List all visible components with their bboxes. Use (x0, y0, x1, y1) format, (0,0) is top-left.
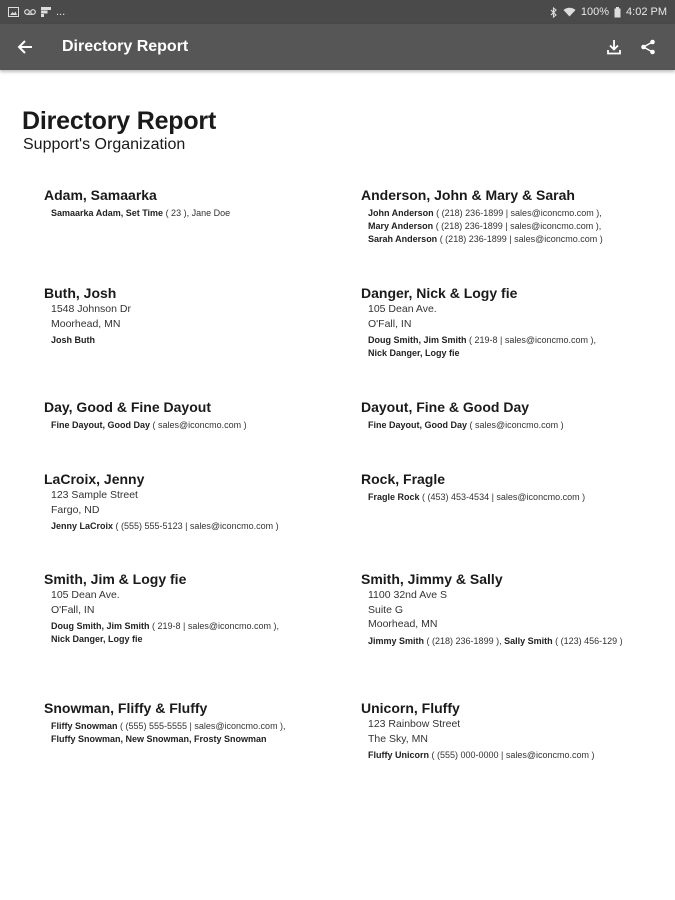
report-title: Directory Report (22, 107, 217, 135)
contact-names: Mary Anderson (368, 221, 434, 231)
entry-name: Smith, Jimmy & Sally (361, 571, 503, 587)
contact-info: ( (218) 236-1899 ), (424, 635, 505, 646)
entry-contacts (368, 334, 651, 360)
contact-line (51, 420, 247, 430)
download-icon (606, 39, 622, 55)
contact-names: Fliffy Snowman (51, 721, 118, 731)
address-line: Suite G (368, 603, 404, 616)
address-line: Moorhead, MN (368, 618, 438, 630)
contact-names: John Anderson (368, 208, 434, 218)
contact-line (51, 335, 95, 345)
report-document (0, 70, 675, 760)
directory-entry (44, 699, 334, 746)
image-notification-icon (8, 7, 19, 17)
download-button[interactable] (599, 32, 629, 62)
contact-info: ( 23 ), Jane Doe (163, 208, 231, 218)
entry-name: Dayout, Fine & Good Day (361, 399, 530, 415)
directory-entry (44, 570, 334, 646)
contact-names: Doug Smith, Jim Smith (368, 335, 467, 345)
contact-line (51, 521, 279, 531)
contact-line (51, 208, 230, 218)
address-line: O'Fall, IN (368, 317, 412, 330)
wifi-icon (563, 7, 576, 17)
address-line: 1548 Johnson Dr (51, 303, 131, 315)
contact-info: ( (453) 453-4534 | sales@iconcmo.com ) (419, 492, 586, 502)
report-subtitle: Support's Organization (23, 136, 186, 153)
status-bar (0, 0, 675, 24)
entry-address (368, 588, 651, 632)
contact-names: Fluffy Snowman, New Snowman, Frosty Snowman (51, 734, 267, 744)
entry-contacts (51, 720, 334, 746)
contact-line (51, 721, 286, 731)
contact-info: ( (218) 236-1899 | sales@iconcmo.com ) (437, 234, 603, 244)
address-line: The Sky, MN (368, 732, 428, 745)
directory-entry (361, 398, 651, 432)
contact-names: Jenny LaCroix (51, 521, 114, 531)
contact-info: ( (555) 555-5555 | sales@iconcmo.com ), (117, 721, 286, 731)
contact-line (368, 234, 603, 244)
contact-line (368, 335, 596, 345)
contact-line (504, 636, 623, 646)
contact-names: Fine Dayout, Good Day (368, 420, 468, 430)
share-button[interactable] (633, 32, 663, 62)
contact-line (51, 634, 143, 644)
directory-entry (44, 398, 334, 432)
contact-names: Josh Buth (51, 335, 95, 345)
entry-address (368, 717, 651, 746)
clock: 4:02 PM (626, 6, 667, 18)
entry-name: Danger, Nick & Logy fie (361, 285, 518, 301)
entry-address (51, 488, 334, 517)
contact-names: Nick Danger, Logy fie (51, 634, 143, 644)
entry-contacts (368, 207, 651, 246)
contact-info: ( (218) 236-1899 | sales@iconcmo.com ), (433, 208, 602, 218)
entry-name: Smith, Jim & Logy fie (44, 571, 187, 587)
back-button[interactable] (10, 32, 40, 62)
address-line: Moorhead, MN (51, 317, 121, 330)
entry-name: Unicorn, Fluffy (361, 700, 460, 716)
contact-info: ( (218) 236-1899 | sales@iconcmo.com ), (433, 221, 602, 231)
app-bar-title: Directory Report (62, 38, 189, 55)
directory-entry (44, 470, 334, 533)
contact-names: Fluffy Unicorn (368, 750, 429, 760)
directory-entry (44, 284, 334, 347)
entry-contacts (368, 491, 651, 504)
address-line: 105 Dean Ave. (51, 589, 120, 601)
address-line: 123 Rainbow Street (368, 718, 461, 730)
contact-names: Doug Smith, Jim Smith (51, 621, 150, 631)
directory-entry (361, 470, 651, 504)
entry-name: LaCroix, Jenny (44, 471, 145, 487)
contact-names: Sarah Anderson (368, 234, 438, 244)
directory-entry (361, 186, 651, 246)
contact-names: Samaarka Adam, Set Time (51, 208, 164, 218)
entry-name: Buth, Josh (44, 285, 117, 301)
contact-line (368, 636, 504, 646)
contact-names: Sally Smith (504, 635, 553, 646)
entry-contacts (368, 635, 651, 648)
contact-info: ( sales@iconcmo.com ) (150, 420, 247, 430)
entry-contacts (51, 207, 334, 220)
contact-line (368, 420, 564, 430)
contact-info: ( (555) 000-0000 | sales@iconcmo.com ) (429, 750, 595, 760)
entry-name: Adam, Samaarka (44, 187, 157, 203)
entry-address (51, 302, 334, 331)
app-bar (0, 24, 675, 70)
flipboard-icon (41, 7, 51, 17)
contact-names: Jimmy Smith (368, 635, 425, 646)
share-icon (640, 39, 656, 55)
entry-name: Anderson, John & Mary & Sarah (361, 187, 575, 203)
contact-line (368, 492, 585, 502)
more-notifications-indicator: ... (56, 6, 66, 18)
contact-line (368, 750, 595, 760)
directory-entry (44, 186, 334, 220)
directory-entry (361, 570, 651, 648)
entry-address (368, 302, 651, 331)
status-bar-notifications (8, 6, 65, 18)
entry-contacts (51, 520, 334, 533)
contact-names: Fine Dayout, Good Day (51, 420, 151, 430)
contact-line (368, 208, 602, 218)
arrow-left-icon (17, 39, 33, 55)
contact-line (51, 734, 267, 744)
voicemail-icon (24, 7, 36, 17)
entry-contacts (51, 419, 334, 432)
directory-entry (361, 284, 651, 360)
directory-entry (361, 699, 651, 762)
contact-line (51, 621, 279, 631)
contact-info: ( (123) 456-129 ) (552, 635, 623, 646)
entry-name: Day, Good & Fine Dayout (44, 399, 211, 415)
address-line: 105 Dean Ave. (368, 303, 437, 315)
contact-line (368, 221, 601, 231)
contact-names: Fragle Rock (368, 492, 420, 502)
contact-info: ( 219-8 | sales@iconcmo.com ), (149, 621, 280, 631)
battery-percent: 100% (580, 6, 610, 18)
bluetooth-icon (550, 7, 558, 18)
address-line: Fargo, ND (51, 503, 100, 516)
entry-contacts (51, 620, 334, 646)
entry-contacts (368, 419, 651, 432)
entry-name: Rock, Fragle (361, 471, 446, 487)
battery-icon (614, 7, 621, 18)
address-line: 123 Sample Street (51, 489, 138, 501)
contact-names: Nick Danger, Logy fie (368, 348, 460, 358)
contact-info: ( 219-8 | sales@iconcmo.com ), (466, 335, 597, 345)
contact-info: ( (555) 555-5123 | sales@iconcmo.com ) (113, 521, 279, 531)
contact-line (368, 348, 460, 358)
entry-name: Snowman, Fliffy & Fluffy (44, 700, 208, 716)
address-line: 1100 32nd Ave S (368, 589, 448, 601)
contact-info: ( sales@iconcmo.com ) (467, 420, 564, 430)
status-bar-system (550, 6, 667, 18)
entry-address (51, 588, 334, 617)
address-line: O'Fall, IN (51, 603, 95, 616)
entry-contacts (368, 749, 651, 762)
entry-contacts (51, 334, 334, 347)
